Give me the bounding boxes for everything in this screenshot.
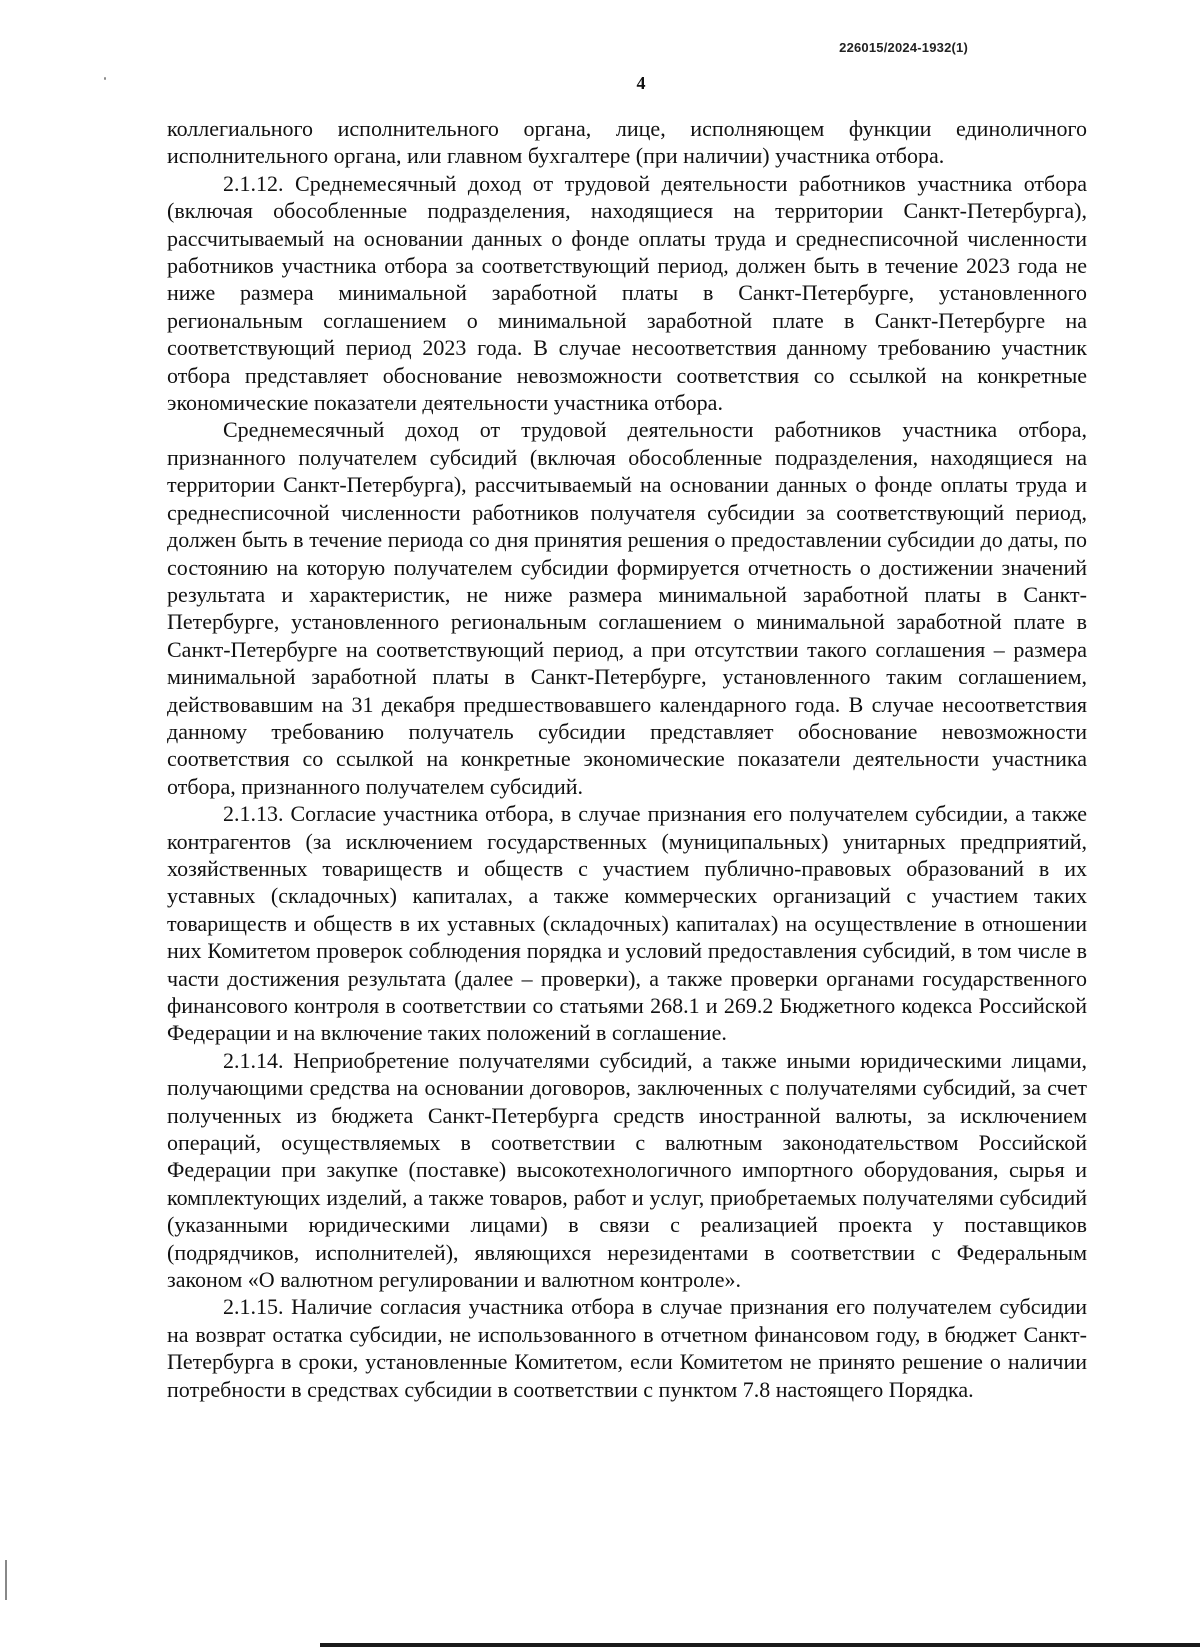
paragraph-continuation: коллегиального исполнительного органа, лице, исполняющем функции единоличного исполнительного органа, или главном бухгалтере (при наличии) участника отбора. xyxy=(167,116,1087,169)
paragraph-2-1-15: 2.1.15. Наличие согласия участника отбора в случае признания его получателем субсидии на возврат остатка субсидии, не использованного в отчетном финансовом году, в бюджет Санкт-Петербурга в сроки, установленные Комитетом, если Комитетом не принято решение о наличии потребности в средствах субсидии в соответствии с пунктом 7.8 настоящего Порядка. xyxy=(167,1294,1087,1402)
scan-speck xyxy=(5,1560,7,1600)
scan-edge-line xyxy=(320,1643,1200,1647)
scan-speck xyxy=(104,77,106,80)
document-body xyxy=(167,115,1087,1403)
paragraph-2-1-12: 2.1.12. Среднемесячный доход от трудовой деятельности работников участника отбора (включая обособленные подразделения, находящиеся на территории Санкт-Петербурга), рассчитываемый на основании данных о фонде оплаты труда и среднесписочной численности работников участника отбора за соответствующий период, должен быть в течение 2023 года не ниже размера минимальной заработной платы в Санкт-Петербурге, установленного региональным соглашением о минимальной заработной плате в Санкт-Петербурге на соответствующий период 2023 года. В случае несоответствия данному требованию участник отбора представляет обоснование невозможности соответствия со ссылкой на конкретные экономические показатели деятельности участника отбора. xyxy=(167,170,1087,416)
paragraph-2-1-13: 2.1.13. Согласие участника отбора, в случае признания его получателем субсидии, а также контрагентов (за исключением государственных (муниципальных) унитарных предприятий, хозяйственных товариществ и обществ с участием публично-правовых образований в их уставных (складочных) капиталах, а также коммерческих организаций с участием таких товариществ и обществ в их уставных (складочных) капиталах) на осуществление в отношении них Комитетом проверок соблюдения порядка и условий предоставления субсидий, в том числе в части достижения результата (далее – проверки), а также проверки органами государственного финансового контроля в соответствии со статьями 268.1 и 269.2 Бюджетного кодекса Российской Федерации и на включение таких положений в соглашение. xyxy=(167,801,1087,1046)
paragraph-2-1-12-income: Среднемесячный доход от трудовой деятельности работников участника отбора, признанного получателем субсидий (включая обособленные подразделения, находящиеся на территории Санкт-Петербурга), рассчитываемый на основании данных о фонде оплаты труда и среднесписочной численности работников получателя субсидии за соответствующий период, должен быть в течение периода со дня принятия решения о предоставлении субсидии до даты, по состоянию на которую получателем субсидии формируется отчетность о достижении значений результата и характеристик, не ниже размера минимальной заработной платы в Санкт-Петербурге, установленного региональным соглашением о минимальной заработной плате в Санкт-Петербурге на соответствующий период, а при отсутствии такого соглашения – размера минимальной заработной платы в Санкт-Петербурге, установленного таким соглашением, действовавшим на 31 декабря предшествовавшего календарного года. В случае несоответствия данному требованию получатель субсидии представляет обоснование невозможности соответствия со ссылкой на конкретные экономические показатели деятельности участника отбора, признанного получателем субсидий. xyxy=(167,417,1087,799)
page-number: 4 xyxy=(636,73,646,93)
paragraph-2-1-14: 2.1.14. Неприобретение получателями субсидий, а также иными юридическими лицами, получающими средства на основании договоров, заключенных с получателями субсидий, за счет полученных из бюджета Санкт-Петербурга средств иностранной валюты, за исключением операций, осуществляемых в соответствии с валютным законодательством Российской Федерации при закупке (поставке) высокотехнологичного импортного оборудования, сырья и комплектующих изделий, а также товаров, работ и услуг, приобретаемых получателями субсидий (указанными юридическими лицами) в связи с реализацией проекта у поставщиков (подрядчиков, исполнителей), являющихся нерезидентами в соответствии с Федеральным законом «О валютном регулировании и валютном контроле». xyxy=(167,1047,1087,1293)
document-registration-number: 226015/2024-1932(1) xyxy=(839,40,968,55)
